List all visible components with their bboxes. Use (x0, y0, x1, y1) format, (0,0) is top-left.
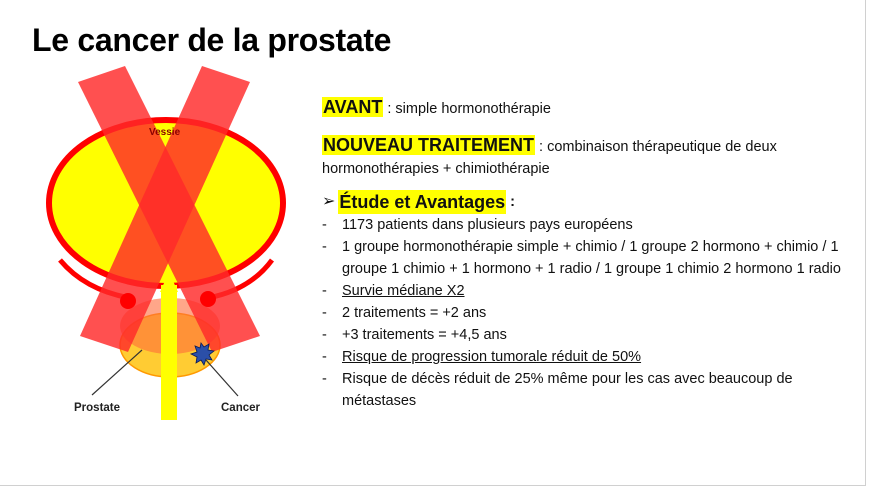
list-item: - 2 traitements = +2 ans (322, 302, 842, 324)
nouveau-text: : combinaison thérapeutique de deux hormonothérapies + chimiothérapie (322, 139, 777, 177)
nouveau-heading: NOUVEAU TRAITEMENT (323, 135, 534, 155)
label-cancer: Cancer (221, 402, 260, 414)
etude-colon: : (510, 194, 515, 210)
left-dot (120, 293, 136, 309)
list-item: - Risque de décès réduit de 25% même pour les cas avec beaucoup de métastases (322, 368, 842, 412)
label-vessie: Vessie (149, 127, 181, 138)
urethra-shape (161, 285, 177, 420)
right-dot (200, 291, 216, 307)
etude-heading-row (322, 190, 842, 214)
avant-paragraph (322, 96, 842, 120)
list-item: - Risque de progression tumorale réduit de 50% (322, 346, 842, 368)
list-item: - +3 traitements = +4,5 ans (322, 324, 842, 346)
arrow-bullet-icon: ➢ (322, 193, 336, 210)
avant-text: : simple hormonothérapie (383, 101, 551, 117)
content-block (322, 96, 842, 412)
prostate-diagram (40, 60, 310, 430)
nouveau-paragraph (322, 134, 842, 180)
list-item: - 1 groupe hormonothérapie simple + chimio / 1 groupe 2 hormono + chimio / 1 groupe 1 chimio + 1 hormono + 1 radio / 1 groupe 1 chimio 2 hormono 1 radio (322, 236, 842, 280)
list-item: - Survie médiane X2 (322, 280, 842, 302)
cancer-leader (206, 360, 238, 396)
list-item: - 1173 patients dans plusieurs pays européens (322, 214, 842, 236)
etude-heading: Étude et Avantages (339, 192, 506, 212)
label-prostate: Prostate (74, 402, 121, 414)
avant-heading: AVANT (323, 97, 383, 117)
etude-list (322, 214, 842, 412)
prostate-leader (92, 350, 142, 395)
slide-title: Le cancer de la prostate (32, 22, 392, 58)
